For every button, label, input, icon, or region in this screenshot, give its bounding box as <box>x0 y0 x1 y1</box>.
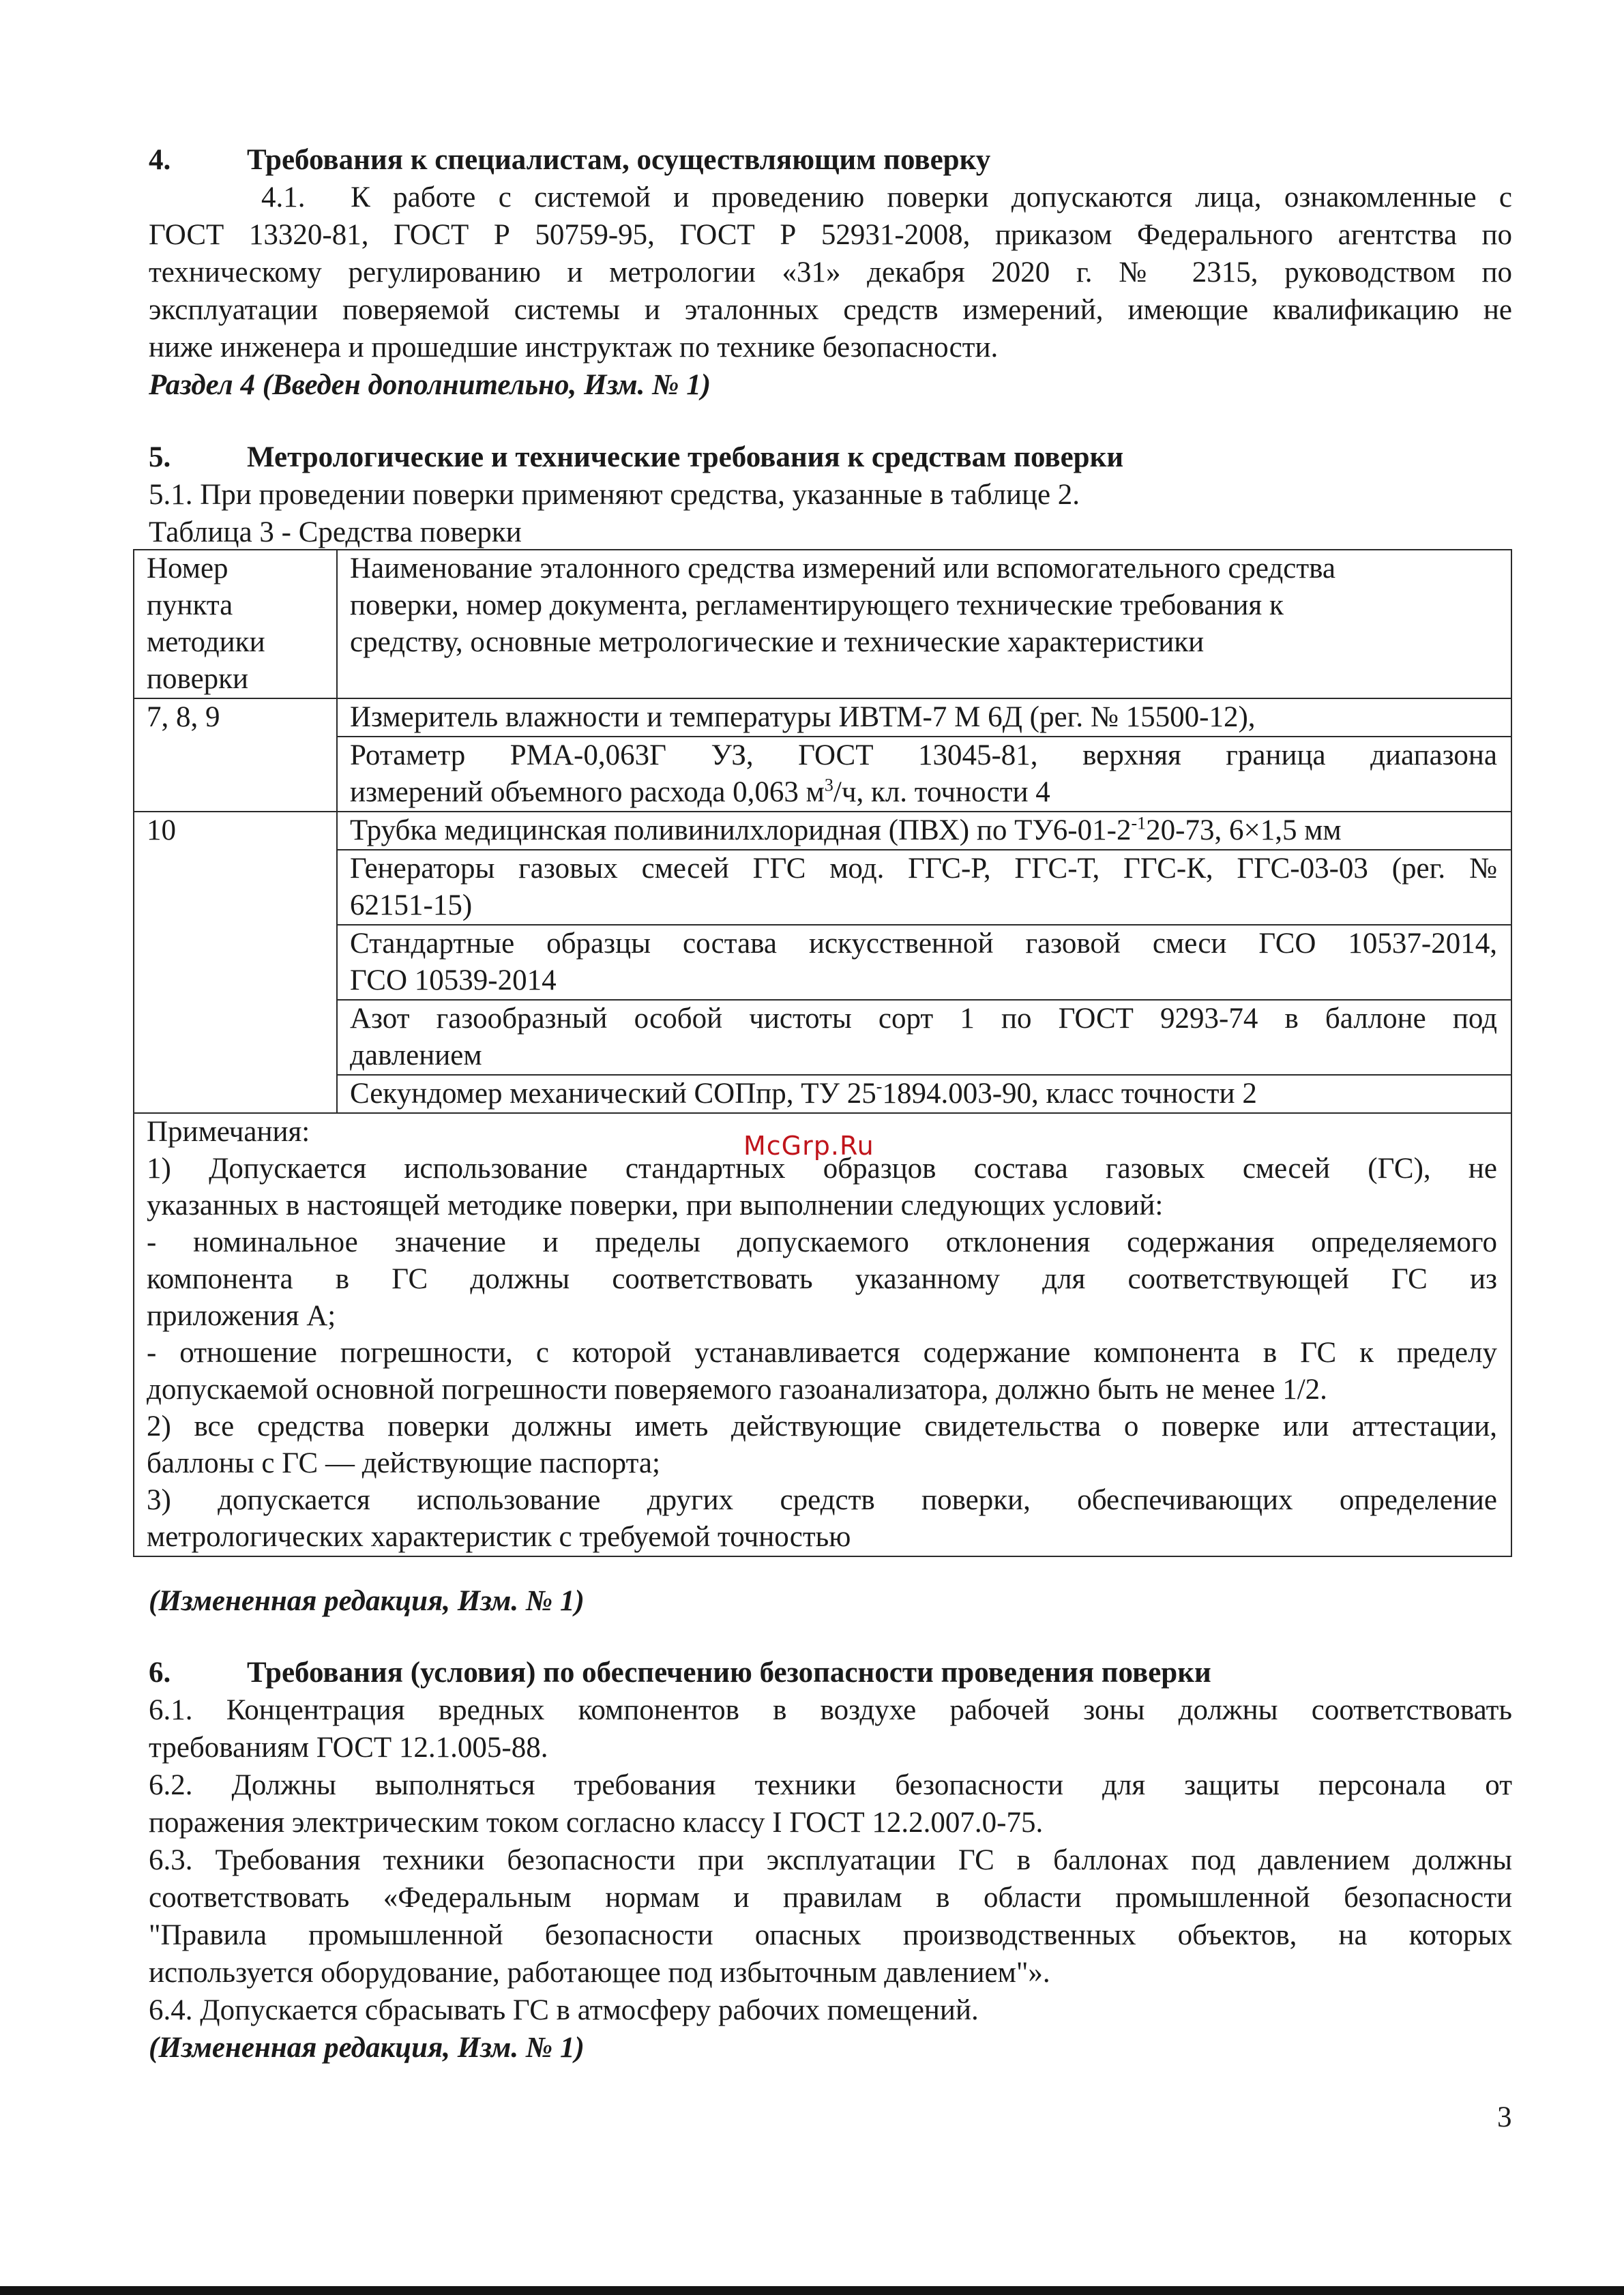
watermark: McGrp.Ru <box>743 1131 874 1161</box>
verification-tools-table <box>133 549 1512 1557</box>
tool-cell: Измеритель влажности и температуры ИВТМ-7 М 6Д (рег. № 15500-12), <box>337 698 1511 737</box>
section-4-heading <box>149 141 1512 179</box>
notes-line: Примечания: <box>147 1116 310 1148</box>
section-5-note-block <box>149 1582 1512 1620</box>
section-6-line: 6.1. Концентрация вредных компонентов в воздухе рабочей зоны должны соответствовать <box>149 1694 1512 1726</box>
table-row <box>134 925 1511 1000</box>
section-6-line: 6.3. Требования техники безопасности при эксплуатации ГС в баллонах под давлением должны <box>149 1844 1512 1876</box>
section-5-heading <box>149 439 1512 476</box>
paragraph-4-1-text: К работе с системой и проведению поверки допускаются лица, ознакомленные с <box>351 181 1512 213</box>
tool-text-part: 1894.003-90, класс точности 2 <box>882 1078 1257 1110</box>
table-row <box>134 850 1511 925</box>
notes-line: - отношение погрешности, с которой устанавливается содержание компонента в ГС к пределу <box>147 1337 1497 1369</box>
section-4-title: Требования к специалистам, осуществляющим поверку <box>247 144 991 176</box>
paragraph-4-1-line <box>149 179 1512 216</box>
section-5-number: 5. <box>149 441 171 473</box>
tool-cell <box>337 925 1511 1000</box>
item-number-cell: 10 <box>134 812 337 1113</box>
section-6-number: 6. <box>149 1657 171 1689</box>
section-6-line: требованиям ГОСТ 12.1.005-88. <box>149 1732 548 1764</box>
header-text-line: поверки, номер документа, регламентирующего технические требования к <box>350 589 1284 621</box>
table-row <box>134 1075 1511 1113</box>
paragraph-4-1-line: эксплуатации поверяемой системы и эталонных средств измерений, имеющие квалификацию не <box>149 294 1512 326</box>
table-header-row <box>134 550 1511 698</box>
section-6-line: поражения электрическим током согласно классу I ГОСТ 12.2.007.0-75. <box>149 1807 1044 1839</box>
tool-text-line: Стандартные образцы состава искусственной газовой смеси ГСО 10537-2014, <box>350 928 1497 960</box>
notes-line: допускаемой основной погрешности поверяемого газоанализатора, должно быть не менее 1/2. <box>147 1374 1327 1406</box>
section-4-amendment-note: Раздел 4 (Введен дополнительно, Изм. № 1) <box>149 369 711 401</box>
tool-cell <box>337 737 1511 812</box>
section-6-title: Требования (условия) по обеспечению безопасности проведения поверки <box>247 1657 1211 1689</box>
paragraph-4-1-line: ГОСТ 13320-81, ГОСТ Р 50759-95, ГОСТ Р 52931-2008, приказом Федерального агентства по <box>149 219 1512 251</box>
tool-text-line: Ротаметр РМА-0,063Г УЗ, ГОСТ 13045-81, верхняя граница диапазона <box>350 739 1497 771</box>
paragraph-5-1: 5.1. При проведении поверки применяют средства, указанные в таблице 2. <box>149 479 1080 511</box>
header-text-line: средству, основные метрологические и технические характеристики <box>350 626 1205 658</box>
item-number-cell: 7, 8, 9 <box>134 698 337 812</box>
notes-line: компонента в ГС должны соответствовать указанному для соответствующей ГС из <box>147 1263 1497 1295</box>
section-5-amendment-note: (Измененная редакция, Изм. № 1) <box>149 1585 585 1617</box>
header-item-number <box>134 550 337 698</box>
notes-line: метрологических характеристик с требуемой точностью <box>147 1521 851 1553</box>
paragraph-4-1-line: техническому регулированию и метрологии «31» декабря 2020 г. № 2315, руководством по <box>149 256 1512 288</box>
header-text-line: Наименование эталонного средства измерений или вспомогательного средства <box>350 552 1335 584</box>
section-6-heading <box>149 1654 1512 1691</box>
header-tool-description <box>337 550 1511 698</box>
table-notes-row <box>134 1113 1511 1556</box>
table-caption: Таблица 3 - Средства поверки <box>149 516 522 548</box>
section-6-amendment-note: (Измененная редакция, Изм. № 1) <box>149 2032 585 2064</box>
header-text-line: пункта <box>147 589 233 621</box>
paragraph-4-1-number: 4.1. <box>261 181 306 213</box>
notes-line: 2) все средства поверки должны иметь действующие свидетельства о поверке или аттестации, <box>147 1410 1497 1442</box>
notes-line: баллоны с ГС — действующие паспорта; <box>147 1447 660 1479</box>
table-notes <box>134 1113 1511 1556</box>
section-4 <box>149 141 1512 404</box>
tool-text-line: давлением <box>350 1039 482 1071</box>
header-text-line: поверки <box>147 663 249 695</box>
tool-text-line: Азот газообразный особой чистоты сорт 1 по ГОСТ 9293-74 в баллоне под <box>350 1003 1497 1035</box>
tool-text-line: Генераторы газовых смесей ГГС мод. ГГС-Р, ГГС-Т, ГГС-К, ГГС-03-03 (рег. № <box>350 853 1497 885</box>
section-5-title: Метрологические и технические требования к средствам поверки <box>247 441 1124 473</box>
tool-text-part: 20-73, 6×1,5 мм <box>1146 814 1342 846</box>
scan-bottom-edge <box>0 2286 1624 2295</box>
notes-line: - номинальное значение и пределы допускаемого отклонения содержания определяемого <box>147 1226 1497 1258</box>
tool-text-part: измерений объемного расхода 0,063 м <box>350 776 825 808</box>
table-row <box>134 698 1511 737</box>
tool-text-part: Трубка медицинская поливинилхлоридная (ПВХ) по ТУ6-01-2 <box>350 814 1132 846</box>
section-6-line: 6.4. Допускается сбрасывать ГС в атмосферу рабочих помещений. <box>149 1994 979 2026</box>
page-number: 3 <box>1497 2101 1512 2133</box>
tool-text-part: /ч, кл. точности 4 <box>833 776 1050 808</box>
notes-line: указанных в настоящей методике поверки, при выполнении следующих условий: <box>147 1189 1164 1221</box>
section-6-line: 6.2. Должны выполняться требования техники безопасности для защиты персонала от <box>149 1769 1512 1801</box>
notes-line: приложения А; <box>147 1300 336 1332</box>
tool-text-line <box>350 774 1497 811</box>
tool-text-line: ГСО 10539-2014 <box>350 964 557 996</box>
superscript: - <box>876 1076 883 1097</box>
header-text-line: Номер <box>147 552 228 584</box>
tool-cell <box>337 1000 1511 1075</box>
section-6-line: "Правила промышленной безопасности опасных производственных объектов, на которых <box>149 1919 1512 1951</box>
tool-cell <box>337 812 1511 850</box>
tool-cell <box>337 850 1511 925</box>
table-row <box>134 1000 1511 1075</box>
table-row <box>134 812 1511 850</box>
section-5 <box>149 439 1512 551</box>
tool-text-part: Секундомер механический СОПпр, ТУ 25 <box>350 1078 876 1110</box>
section-4-number: 4. <box>149 144 171 176</box>
section-6-line: соответствовать «Федеральным нормам и правилам в области промышленной безопасности <box>149 1882 1512 1914</box>
notes-line: 3) допускается использование других средств поверки, обеспечивающих определение <box>147 1484 1497 1516</box>
tool-cell <box>337 1075 1511 1113</box>
paragraph-4-1-line: ниже инженера и прошедшие инструктаж по технике безопасности. <box>149 331 999 364</box>
tool-text-line: 62151-15) <box>350 889 473 921</box>
table-row <box>134 737 1511 812</box>
notes-line: 1) Допускается использование стандартных образцов состава газовых смесей (ГС), не <box>147 1153 1497 1185</box>
superscript: 3 <box>824 775 833 795</box>
section-6-line: используется оборудование, работающее под избыточным давлением"». <box>149 1957 1050 1989</box>
section-6 <box>149 1654 1512 2067</box>
superscript: -1 <box>1131 813 1147 833</box>
header-text-line: методики <box>147 626 265 658</box>
